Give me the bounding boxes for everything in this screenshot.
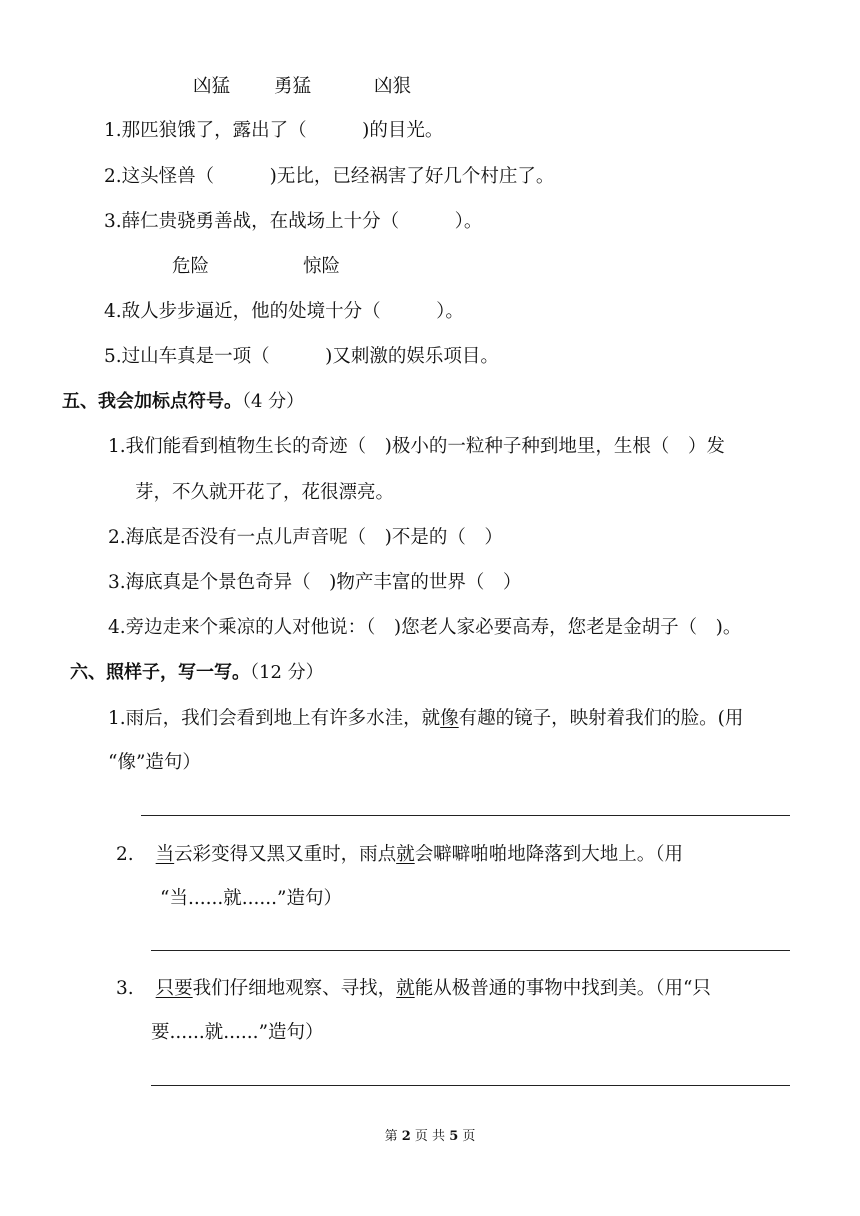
sentence-text: 1.雨后，我们会看到地上有许多水洼，就 [108,708,441,729]
underlined-word: 像 [440,708,459,729]
question-line: 1.我们能看到植物生长的奇迹（ )极小的一粒种子种到地里，生根（ ）发 [108,436,725,457]
sentence-text: 云彩变得又黑又重时，雨点 [174,844,397,865]
current-page-number: 2 [401,1129,411,1144]
section-points: （4 分） [242,391,305,412]
question-line: 5.过山车真是一项（ )又刺激的娱乐项目。 [104,346,499,367]
answer-line[interactable] [151,950,790,951]
choice-word: 惊险 [303,256,341,277]
sentence-text: 有趣的镜子，映射着我们的脸。(用 [458,708,744,729]
sentence-text: 能从极普通的事物中找到美。（用“只 [414,978,711,999]
example-sentence [116,842,683,868]
choice-word: 危险 [172,256,210,277]
total-page-number: 5 [449,1129,459,1144]
section-title: 五、我会加标点符号。 [62,391,242,412]
underlined-word: 当 [155,844,175,865]
sentence-text: 我们仔细地观察、寻找， [192,978,397,999]
sentence-text: 会噼噼啪啪地降落到大地上。（用 [414,844,683,865]
answer-line[interactable] [151,1085,790,1086]
question-line: 4.敌人步步逼近，他的处境十分（ ）。 [104,301,464,322]
underlined-word: 只要 [155,978,193,999]
section-heading [62,389,304,415]
footer-label: 页 共 [414,1129,446,1144]
question-line: 芽，不久就开花了，花很漂亮。 [135,482,395,503]
sentence-number: 3. [116,978,134,999]
question-line: 2.海底是否没有一点儿声音呢（ )不是的（ ） [108,527,503,548]
choice-word: 凶狠 [374,76,412,97]
footer-label: 第 [384,1129,398,1144]
footer-label: 页 [462,1129,476,1144]
instruction-line: “当......就......”造句） [160,888,342,909]
page-footer [0,1128,860,1146]
sentence-number: 2. [116,844,134,865]
question-line: 2.这头怪兽（ )无比，已经祸害了好几个村庄了。 [104,166,555,187]
instruction-line: “像”造句） [108,752,201,773]
question-line: 1.那匹狼饿了，露出了（ )的目光。 [104,120,444,141]
question-line: 3.海底真是个景色奇异（ )物产丰富的世界（ ） [108,572,522,593]
question-line: 3.薛仁贵骁勇善战，在战场上十分（ ）。 [104,211,483,232]
section-title: 六、照样子，写一写。 [70,662,250,683]
question-line: 4.旁边走来个乘凉的人对他说：（ )您老人家必要高寿，您老是金胡子（ )。 [108,617,742,638]
underlined-word: 就 [396,844,415,865]
instruction-line: 要......就......”造句） [151,1022,324,1043]
section-heading [70,660,324,686]
answer-line[interactable] [141,815,790,816]
section-points: （12 分） [250,662,324,683]
example-sentence [108,706,743,732]
example-sentence [116,976,711,1002]
choice-word: 勇猛 [274,76,312,97]
underlined-word: 就 [396,978,415,999]
choice-word: 凶猛 [193,76,231,97]
